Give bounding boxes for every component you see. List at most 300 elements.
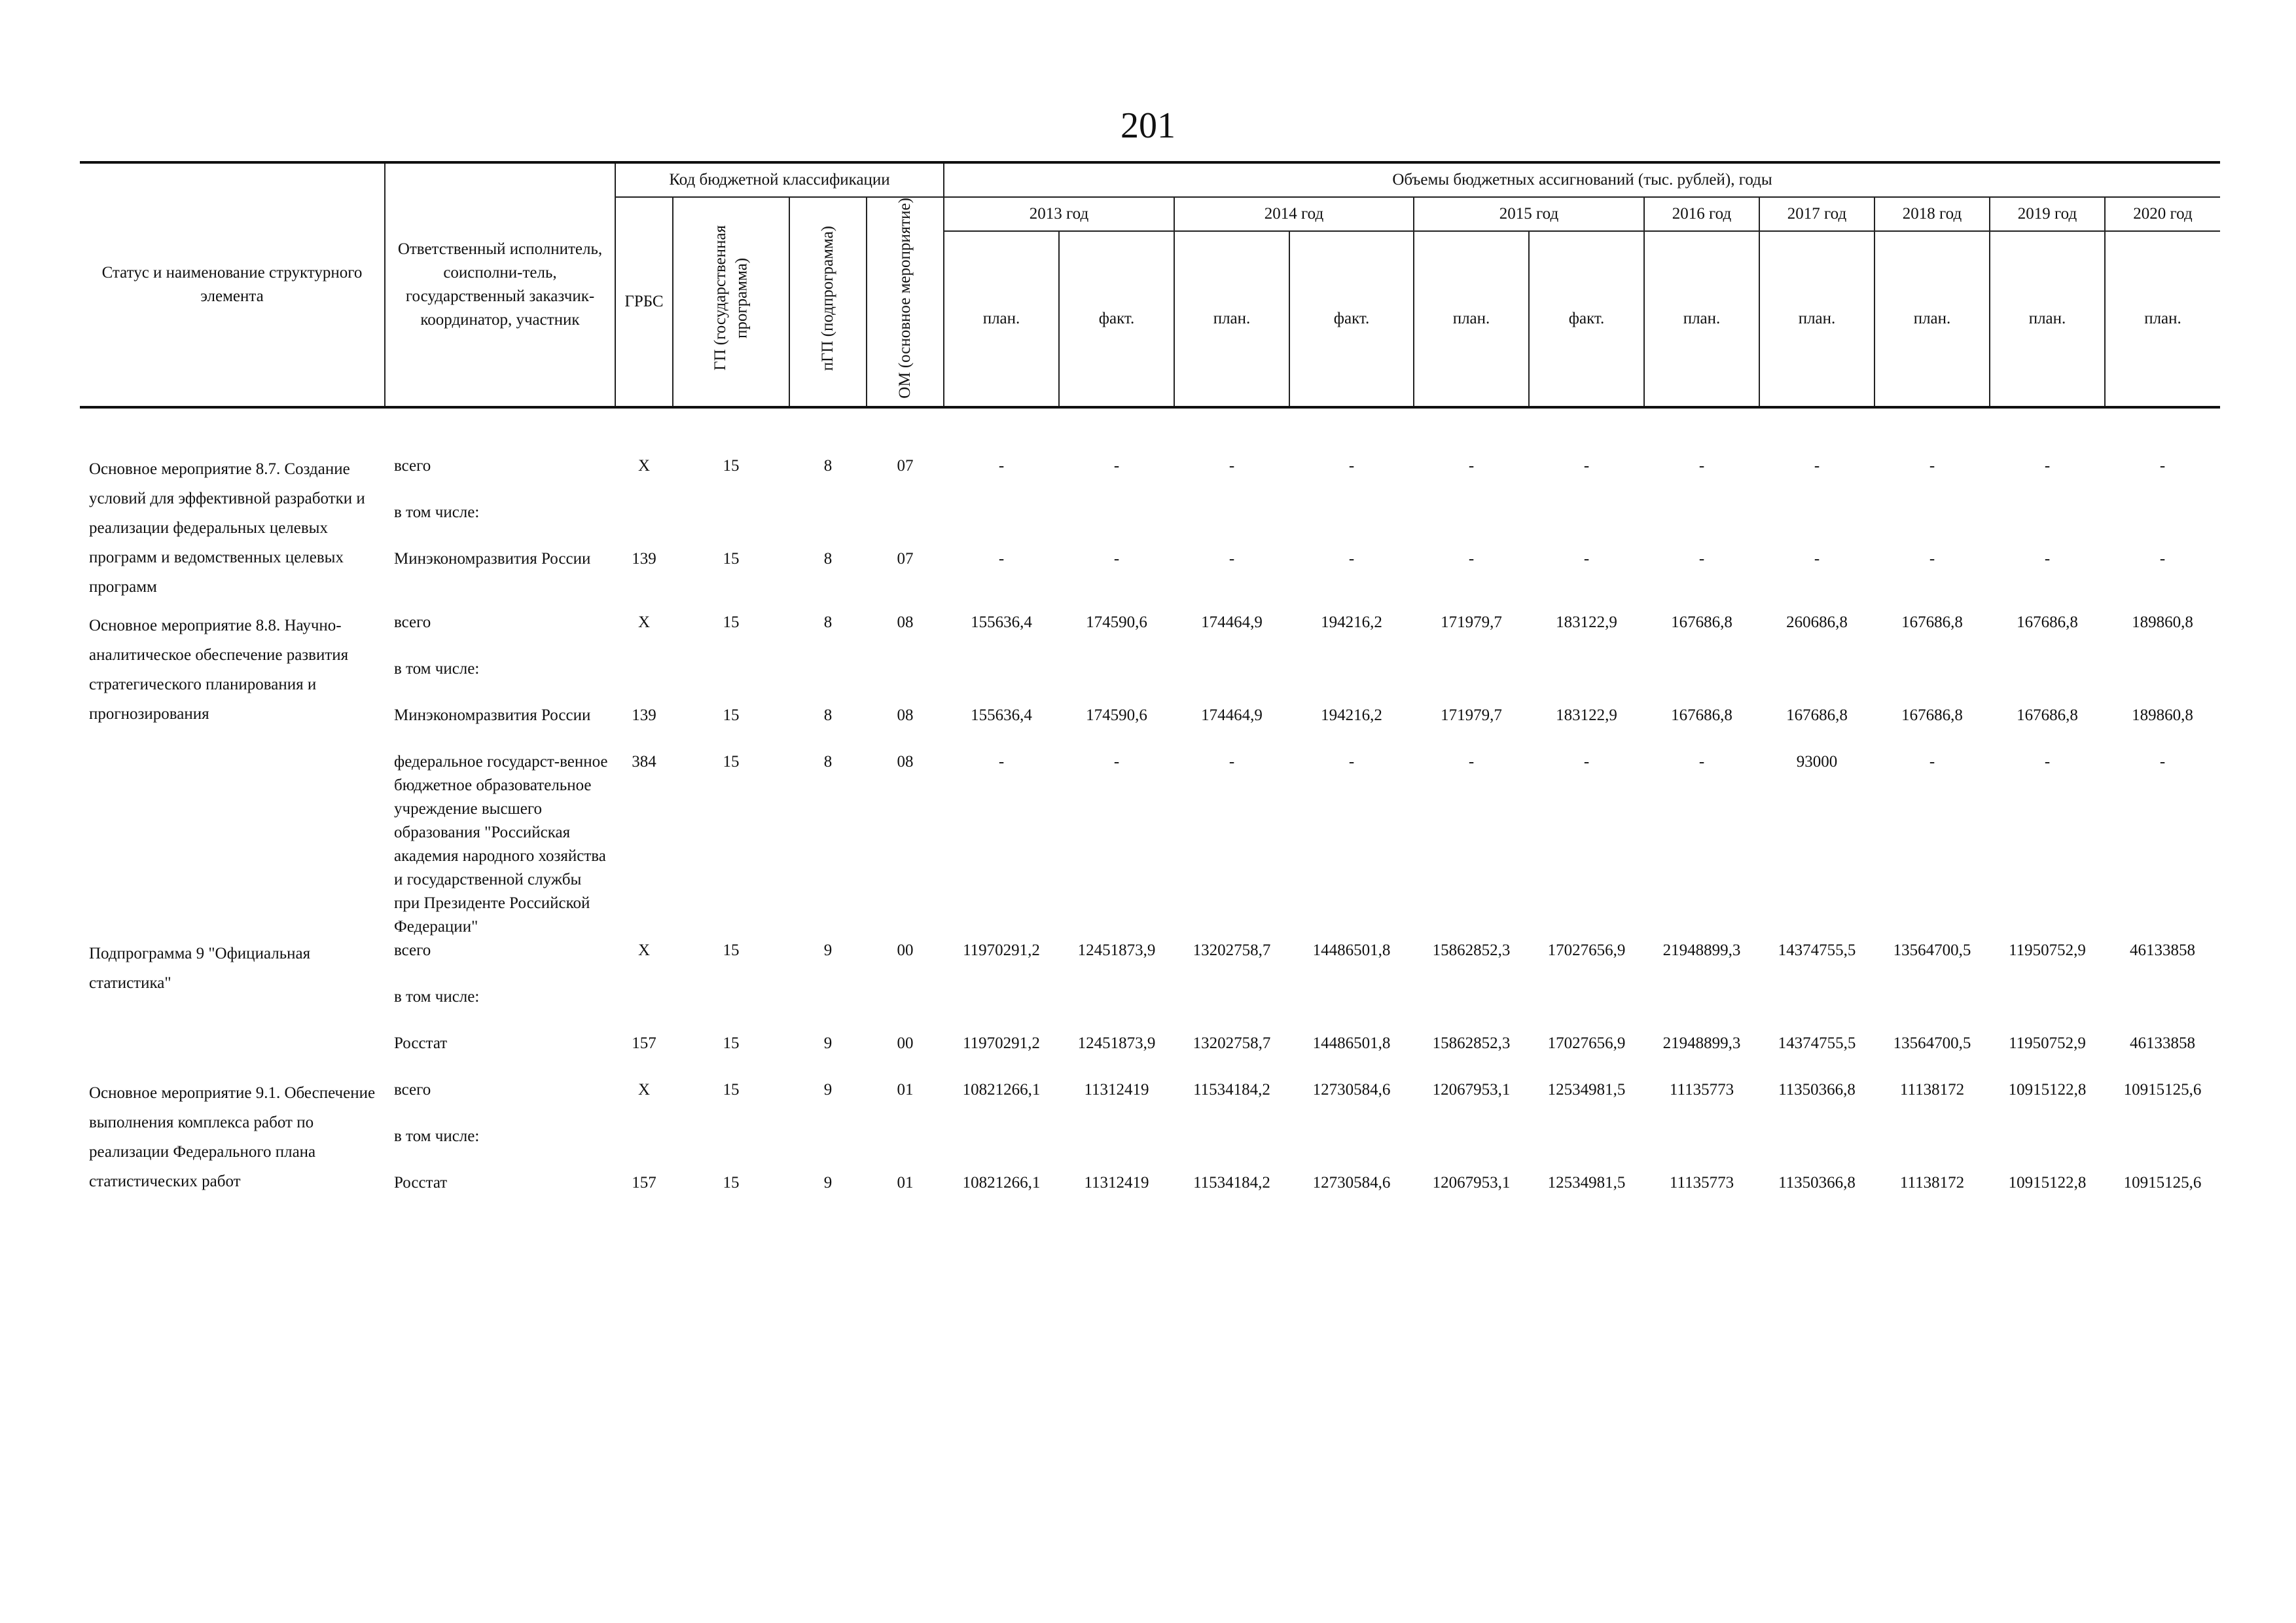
grbs-code-value: 139 (632, 550, 656, 568)
budget-value-value: 11350366,8 (1778, 1081, 1856, 1099)
grbs-code (615, 939, 673, 1078)
budget-value-value (1644, 1125, 1759, 1171)
budget-value-value: - (2159, 457, 2166, 475)
executor-value: всего (394, 941, 431, 959)
table-row (80, 939, 2220, 1078)
budget-value-value: 10821266,1 (962, 1174, 1041, 1192)
budget-value-value (1759, 1125, 1874, 1171)
sub-header: факт. (1059, 231, 1174, 407)
pgp-code-value: 8 (823, 753, 833, 771)
budget-value-value: - (1113, 457, 1120, 475)
om-code-value: 01 (897, 1081, 914, 1099)
grbs-code-value: Х (637, 1081, 651, 1099)
executor-value: Росстат (394, 1174, 448, 1192)
budget-value-value: 155636,4 (971, 613, 1032, 631)
budget-value-value (1174, 1125, 1289, 1171)
gp-code-value: 15 (723, 1081, 740, 1099)
om-code-value: 00 (897, 1034, 914, 1052)
budget-value-value: 15862852,3 (1432, 941, 1511, 959)
budget-value (1414, 454, 1529, 611)
sub-header: план. (1990, 231, 2105, 407)
budget-value-value (1529, 657, 1644, 704)
executor-value: всего (394, 1081, 431, 1099)
budget-value (2105, 939, 2220, 1078)
budget-value-value (1059, 501, 1174, 547)
gp-code (673, 611, 789, 939)
budget-value-value (944, 985, 1059, 1032)
sub-header: план. (2105, 231, 2220, 407)
budget-value-value: 167686,8 (1901, 613, 1963, 631)
budget-value-value: - (1348, 457, 1355, 475)
pgp-code (789, 939, 867, 1078)
budget-value (1874, 1078, 1990, 1218)
year-2019: 2019 год (1990, 197, 2105, 231)
budget-value-value: 155636,4 (971, 706, 1032, 724)
budget-value-value: 11534184,2 (1193, 1081, 1270, 1099)
budget-value-value (1874, 501, 1990, 547)
gp-code-value: 15 (723, 1174, 740, 1192)
om-code (867, 939, 944, 1078)
budget-value-value: 167686,8 (1671, 613, 1732, 631)
budget-value-value (1414, 657, 1529, 704)
budget-value-value: 10915125,6 (2123, 1081, 2202, 1099)
structural-element-name: Основное мероприятие 8.7. Создание условий для эффективной разработки и реализации федеральных целевых программ и ведомственных целевых программ (89, 460, 365, 596)
budget-value-value (1759, 985, 1874, 1032)
executor-value: в том числе: (394, 503, 480, 521)
pgp-code (789, 611, 867, 939)
budget-value (1759, 454, 1874, 611)
budget-value-value (944, 657, 1059, 704)
sub-header: план. (1759, 231, 1874, 407)
col-pgp: пГП (подпрограмма) (789, 197, 867, 407)
col-om: ОМ (основное мероприятие) (867, 197, 944, 407)
budget-value-value: - (2044, 550, 2051, 568)
year-2020: 2020 год (2105, 197, 2220, 231)
budget-value-value: 10915122,8 (2008, 1081, 2087, 1099)
budget-value-value: 14374755,5 (1778, 941, 1856, 959)
budget-value-value: - (2159, 753, 2166, 771)
budget-value-value: 93000 (1796, 753, 1838, 771)
budget-value-value: 17027656,9 (1547, 1034, 1626, 1052)
budget-value-value (1529, 501, 1644, 547)
budget-value-value: - (1229, 550, 1235, 568)
budget-value-value (2105, 657, 2220, 704)
budget-value (1529, 611, 1644, 939)
budget-value-value: 11135773 (1669, 1081, 1734, 1099)
budget-value-value: - (1113, 550, 1120, 568)
col-status-name: Статус и наименование структурного элемента (80, 162, 385, 407)
budget-value (1644, 454, 1759, 611)
budget-value (1644, 939, 1759, 1078)
budget-value-value: - (1698, 753, 1705, 771)
budget-value-value: - (1929, 753, 1935, 771)
budget-value (1874, 454, 1990, 611)
pgp-code-value: 8 (823, 550, 833, 568)
budget-value-value: 167686,8 (2017, 613, 2078, 631)
budget-value-value: 174464,9 (1201, 613, 1263, 631)
col-executor: Ответственный исполнитель, соисполни-тель, государственный заказчик-координатор, участник (385, 162, 615, 407)
budget-value (2105, 1078, 2220, 1218)
budget-value-value: 21948899,3 (1662, 1034, 1741, 1052)
grbs-code-value: Х (637, 457, 651, 475)
om-code (867, 1078, 944, 1218)
budget-value-value: - (998, 753, 1005, 771)
om-code-value (867, 1125, 944, 1171)
sub-header: план. (944, 231, 1059, 407)
pgp-code (789, 1078, 867, 1218)
budget-value (1289, 1078, 1414, 1218)
budget-value-value: 12730584,6 (1312, 1174, 1391, 1192)
pgp-code-value (789, 657, 867, 704)
budget-value-value (1529, 1125, 1644, 1171)
grbs-code-value (615, 1125, 673, 1171)
budget-value-value: 10915122,8 (2008, 1174, 2087, 1192)
budget-value-value: 13202758,7 (1193, 1034, 1271, 1052)
budget-value-value: - (1229, 753, 1235, 771)
budget-value-value (1414, 985, 1529, 1032)
pgp-code-value: 9 (823, 1174, 833, 1192)
gp-code-value: 15 (723, 753, 740, 771)
budget-value (1529, 939, 1644, 1078)
budget-value-value: 260686,8 (1786, 613, 1848, 631)
year-2014: 2014 год (1174, 197, 1414, 231)
executor-value: в том числе: (394, 988, 480, 1006)
budget-value-value (1289, 1125, 1414, 1171)
budget-value (1059, 1078, 1174, 1218)
budget-value-value: 10915125,6 (2123, 1174, 2202, 1192)
budget-value-value (1644, 657, 1759, 704)
grbs-code-value (615, 985, 673, 1032)
budget-value (1529, 1078, 1644, 1218)
budget-value (1990, 939, 2105, 1078)
sub-header: план. (1414, 231, 1529, 407)
budget-value (1289, 939, 1414, 1078)
page-number: 201 (1121, 105, 1175, 146)
budget-value (1414, 939, 1529, 1078)
budget-value-value: 11970291,2 (963, 1034, 1040, 1052)
budget-value (1059, 454, 1174, 611)
pgp-code-value: 8 (823, 706, 833, 724)
budget-value-value: - (1468, 457, 1475, 475)
budget-value-value: - (1929, 457, 1935, 475)
budget-value-value: 11534184,2 (1193, 1174, 1270, 1192)
budget-value-value (2105, 1125, 2220, 1171)
budget-value (1874, 611, 1990, 939)
budget-value-value: - (2159, 550, 2166, 568)
gp-code (673, 939, 789, 1078)
budget-value-value (1990, 985, 2105, 1032)
budget-value (2105, 454, 2220, 611)
grbs-code-value: 157 (632, 1034, 656, 1052)
budget-value-value (1874, 985, 1990, 1032)
budget-value-value: 10821266,1 (962, 1081, 1041, 1099)
executor-value: в том числе: (394, 1127, 480, 1145)
budget-value-value: - (1348, 550, 1355, 568)
budget-value-value (1644, 501, 1759, 547)
gp-code-value (673, 1125, 789, 1171)
pgp-code-value (789, 1125, 867, 1171)
budget-value-value (1990, 657, 2105, 704)
sub-header: факт. (1289, 231, 1414, 407)
budget-value-value: 11138172 (1899, 1174, 1965, 1192)
executor-value: всего (394, 613, 431, 631)
budget-value (1174, 939, 1289, 1078)
budget-value-value: 167686,8 (1901, 706, 1963, 724)
budget-value-value: - (1929, 550, 1935, 568)
table-row (80, 1078, 2220, 1218)
grbs-code-value: Х (637, 613, 651, 631)
budget-value (944, 611, 1059, 939)
budget-value-value: 13202758,7 (1193, 941, 1271, 959)
budget-value (1059, 611, 1174, 939)
budget-value (1644, 611, 1759, 939)
grbs-code-value: 384 (632, 753, 656, 771)
sub-header: план. (1874, 231, 1990, 407)
budget-value-value: 167686,8 (2017, 706, 2078, 724)
budget-value-value (1759, 501, 1874, 547)
budget-value-value: - (1814, 550, 1820, 568)
sub-header: план. (1174, 231, 1289, 407)
budget-value-value: 167686,8 (1671, 706, 1732, 724)
executor-value: всего (394, 457, 431, 475)
om-code-value: 07 (897, 457, 914, 475)
year-2016: 2016 год (1644, 197, 1759, 231)
executor (385, 454, 615, 611)
budget-value (1759, 939, 1874, 1078)
executor (385, 939, 615, 1078)
budget-value-value: 171979,7 (1441, 613, 1502, 631)
col-gp: ГП (государственная программа) (673, 197, 789, 407)
col-group-volumes: Объемы бюджетных ассигнований (тыс. рублей), годы (944, 162, 2220, 197)
executor-value: Росстат (394, 1034, 448, 1052)
budget-value-value (1874, 657, 1990, 704)
budget-value-value: 194216,2 (1321, 706, 1382, 724)
budget-value-value (1529, 985, 1644, 1032)
budget-value-value: 15862852,3 (1432, 1034, 1511, 1052)
budget-value-value: 14486501,8 (1312, 941, 1391, 959)
budget-value (1529, 454, 1644, 611)
sub-header: план. (1644, 231, 1759, 407)
budget-value-value (1990, 501, 2105, 547)
budget-value-value: - (1468, 753, 1475, 771)
budget-value-value: 11970291,2 (963, 941, 1040, 959)
structural-element-name: Основное мероприятие 9.1. Обеспечение выполнения комплекса работ по реализации Федерального плана статистических работ (89, 1084, 376, 1190)
budget-value-value: - (1229, 457, 1235, 475)
budget-value (1644, 1078, 1759, 1218)
budget-value-value (1990, 1125, 2105, 1171)
gp-code (673, 1078, 789, 1218)
budget-value-value: 12067953,1 (1432, 1081, 1511, 1099)
budget-value-value (1644, 985, 1759, 1032)
budget-value-value: - (1583, 550, 1590, 568)
gp-code-value: 15 (723, 613, 740, 631)
budget-value (1990, 611, 2105, 939)
budget-value-value: 21948899,3 (1662, 941, 1741, 959)
om-code-value: 08 (897, 753, 914, 771)
budget-value-value: 11950752,9 (2009, 941, 2086, 959)
budget-value-value (1174, 985, 1289, 1032)
budget-value-value: 46133858 (2130, 941, 2195, 959)
budget-value-value (1059, 657, 1174, 704)
budget-value-value: 174464,9 (1201, 706, 1263, 724)
budget-value-value: - (1583, 457, 1590, 475)
budget-value-value: 167686,8 (1786, 706, 1848, 724)
gp-code-value: 15 (723, 706, 740, 724)
budget-value-value: 12451873,9 (1077, 1034, 1156, 1052)
grbs-code-value (615, 501, 673, 547)
budget-value-value: - (998, 457, 1005, 475)
col-group-budget-code: Код бюджетной классификации (615, 162, 944, 197)
budget-value (1289, 454, 1414, 611)
gp-code-value (673, 985, 789, 1032)
budget-value-value (2105, 501, 2220, 547)
gp-code-value: 15 (723, 457, 740, 475)
grbs-code (615, 1078, 673, 1218)
budget-value (944, 939, 1059, 1078)
table-row (80, 454, 2220, 611)
budget-value-value (1759, 657, 1874, 704)
budget-value-value: 171979,7 (1441, 706, 1502, 724)
budget-value-value: 46133858 (2130, 1034, 2195, 1052)
budget-value-value: - (1698, 550, 1705, 568)
budget-value-value (2105, 985, 2220, 1032)
budget-value-value: - (1113, 753, 1120, 771)
budget-value-value (1414, 1125, 1529, 1171)
budget-value (1990, 1078, 2105, 1218)
budget-value-value (1059, 985, 1174, 1032)
om-code-value: 08 (897, 706, 914, 724)
budget-value-value: 183122,9 (1556, 613, 1617, 631)
gp-code-value: 15 (723, 941, 740, 959)
budget-value (1174, 1078, 1289, 1218)
executor (385, 1078, 615, 1218)
budget-value (1990, 454, 2105, 611)
om-code-value (867, 501, 944, 547)
col-grbs: ГРБС (615, 197, 673, 407)
pgp-code-value: 9 (823, 941, 833, 959)
om-code-value: 00 (897, 941, 914, 959)
budget-value-value: 174590,6 (1086, 613, 1147, 631)
budget-value (944, 1078, 1059, 1218)
grbs-code-value (615, 657, 673, 704)
pgp-code-value (789, 985, 867, 1032)
structural-element-name: Основное мероприятие 8.8. Научно-аналитическое обеспечение развития стратегического планирования и прогнозирования (89, 617, 349, 723)
budget-value-value: - (1468, 550, 1475, 568)
executor-value: Минэкономразвития России (394, 550, 591, 568)
budget-value-value: 12451873,9 (1077, 941, 1156, 959)
gp-code-value: 15 (723, 550, 740, 568)
budget-value-value: - (1814, 457, 1820, 475)
budget-value-value: 14486501,8 (1312, 1034, 1391, 1052)
budget-value (1759, 1078, 1874, 1218)
budget-value-value: - (1348, 753, 1355, 771)
table-header (80, 162, 2220, 407)
budget-value-value: - (2044, 457, 2051, 475)
budget-value-value: 11350366,8 (1778, 1174, 1856, 1192)
year-2017: 2017 год (1759, 197, 1874, 231)
gp-code (673, 454, 789, 611)
grbs-code-value: 139 (632, 706, 656, 724)
pgp-code-value: 8 (823, 613, 833, 631)
executor-value: Минэкономразвития России (394, 706, 591, 724)
budget-value-value (944, 501, 1059, 547)
budget-value-value: 11138172 (1899, 1081, 1965, 1099)
table-body (80, 407, 2220, 1218)
budget-value-value (1059, 1125, 1174, 1171)
budget-value-value: 12534981,5 (1547, 1174, 1626, 1192)
grbs-code (615, 454, 673, 611)
year-2018: 2018 год (1874, 197, 1990, 231)
table-row (80, 611, 2220, 939)
executor-value: в том числе: (394, 660, 480, 678)
budget-value (1059, 939, 1174, 1078)
gp-code-value: 15 (723, 1034, 740, 1052)
budget-value-value: - (998, 550, 1005, 568)
om-code-value (867, 985, 944, 1032)
budget-value-value (944, 1125, 1059, 1171)
budget-value-value: 194216,2 (1321, 613, 1382, 631)
budget-value-value (1289, 501, 1414, 547)
budget-value-value: 189860,8 (2132, 706, 2193, 724)
budget-value (1174, 454, 1289, 611)
structural-element-name: Подпрограмма 9 "Официальная статистика" (89, 945, 311, 992)
executor (385, 611, 615, 939)
om-code (867, 454, 944, 611)
gp-code-value (673, 501, 789, 547)
budget-value-value: 12534981,5 (1547, 1081, 1626, 1099)
budget-value-value: 14374755,5 (1778, 1034, 1856, 1052)
budget-table-container (80, 161, 2220, 1218)
budget-value-value: 17027656,9 (1547, 941, 1626, 959)
budget-value (1174, 611, 1289, 939)
budget-value (944, 454, 1059, 611)
pgp-code-value: 9 (823, 1081, 833, 1099)
budget-value (1759, 611, 1874, 939)
pgp-code-value (789, 501, 867, 547)
om-code-value: 08 (897, 613, 914, 631)
budget-value-value: - (1698, 457, 1705, 475)
budget-value-value: 11312419 (1084, 1081, 1149, 1099)
budget-value-value: 13564700,5 (1893, 1034, 1971, 1052)
sub-header: факт. (1529, 231, 1644, 407)
grbs-code-value: Х (637, 941, 651, 959)
budget-value (1874, 939, 1990, 1078)
budget-value-value (1874, 1125, 1990, 1171)
budget-value-value: 11135773 (1669, 1174, 1734, 1192)
executor-value: федеральное государст-венное бюджетное образовательное учреждение высшего образования "Российская академия народного хозяйства и государственной службы при Президенте Российской Федерации" (394, 753, 608, 936)
om-code (867, 611, 944, 939)
budget-value (1289, 611, 1414, 939)
budget-value-value (1289, 985, 1414, 1032)
budget-value-value (1414, 501, 1529, 547)
om-code-value: 07 (897, 550, 914, 568)
budget-value-value: - (2044, 753, 2051, 771)
budget-value-value (1289, 657, 1414, 704)
budget-value (1414, 611, 1529, 939)
budget-value-value: 11950752,9 (2009, 1034, 2086, 1052)
budget-value-value: 174590,6 (1086, 706, 1147, 724)
budget-value-value: 11312419 (1084, 1174, 1149, 1192)
budget-value-value (1174, 501, 1289, 547)
pgp-code (789, 454, 867, 611)
om-code-value: 01 (897, 1174, 914, 1192)
budget-value-value: 12730584,6 (1312, 1081, 1391, 1099)
budget-value-value: 13564700,5 (1893, 941, 1971, 959)
year-2015: 2015 год (1414, 197, 1644, 231)
grbs-code-value: 157 (632, 1174, 656, 1192)
gp-code-value (673, 657, 789, 704)
grbs-code (615, 611, 673, 939)
